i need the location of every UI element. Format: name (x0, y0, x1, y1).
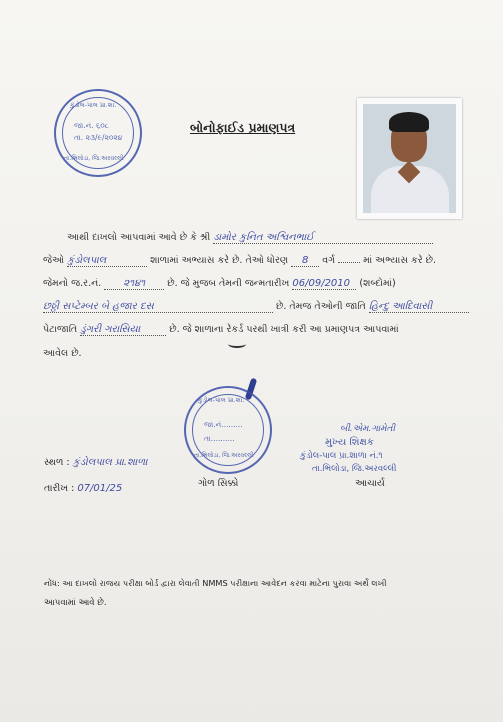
body-line-2: જેઓ કુંડોલપાલ શાળામાં અભ્યાસ કરે છે. તેઓ ધોરણ 8 વર્ગ માં અભ્યાસ કરે છે. (43, 255, 437, 266)
seal-top-line3: તા. ૨૩/૯/૨૦૨૪ (74, 133, 123, 142)
school-name: કુંડોલપાલ (67, 255, 107, 266)
body-line-5: પેટાજાતિ ડુંગરી ગરાસિયા છે. જે શાળાના રેકર્ડ પરથી ખાત્રી કરી આ પ્રમાણપત્ર આપવામાં (43, 324, 399, 335)
principal-stamp-line2: કુંડોલ-પાલ પ્રા.શાળા નં.૧ (300, 451, 383, 461)
seal-mid-line3: તા.......... (204, 434, 235, 443)
principal-stamp-line1: મુખ્ય શિક્ષક (325, 437, 374, 448)
pen-mark (228, 340, 246, 348)
principal-stamp-line3: તા.ભિલોડા, જિ.અરવલ્લી (312, 464, 397, 474)
date-row: તારીખ : 07/01/25 (44, 483, 123, 494)
seal-top-line4: તા.ભિલોડા, જિ.અરવલ્લી (64, 155, 124, 162)
body-line-3: જેમનો જ.ર.નં. ૨૧૪૧ છે. જે મુજબ તેમની જન્મતારીખ 06/09/2010 (શબ્દોમાં) (43, 278, 396, 289)
principal-signature: બી.એમ.ગામેતી (340, 424, 396, 434)
note-line-2: આપવામાં આવે છે. (44, 598, 107, 608)
standard: 8 (301, 255, 309, 266)
body-line-1: આથી દાખલો આપવામાં આવે છે કે શ્રી ડામોર કુનિત અશ્વિનભાઈ (67, 232, 433, 244)
school-seal-top (54, 89, 142, 177)
seal-mid-line2: જા.નં......... (204, 420, 243, 429)
place-row: સ્થળ : કુંડોલપાલ પ્રા.શાળા (44, 457, 148, 468)
seal-mid-line1: કુંડોલ-પાલ પ્રા.શા. (198, 396, 245, 404)
seal-top-line1: કુંડોલ-પાલ પ્રા.શા. (70, 101, 117, 109)
place-value: કુંડોલપાલ પ્રા.શાળા (72, 457, 148, 468)
date-value: 07/01/25 (77, 483, 123, 494)
body-line-6: આવેલ છે. (43, 348, 82, 359)
subcaste: ડુંગરી ગરાસિયા (80, 324, 141, 335)
certificate-title: બોનોફાઈડ પ્રમાણપત્ર (190, 120, 296, 135)
school-seal-round (184, 386, 272, 474)
dob-in-words: છઠ્ઠી સપ્ટેમ્બર બે હજાર દસ (43, 301, 154, 312)
body-line-4: છઠ્ઠી સપ્ટેમ્બર બે હજાર દસ છે. તેમજ તેઓની જાતિ હિન્દુ આદિવાસી (43, 301, 469, 313)
seal-top-line2: જા.નં. ૬૦૮ (74, 121, 109, 130)
principal-label: આચાર્ય (355, 478, 385, 489)
gr-number: ૨૧૪૧ (123, 278, 146, 289)
student-name: ડામોર કુનિત અશ્વિનભાઈ (213, 232, 314, 243)
date-of-birth: 06/09/2010 (292, 278, 351, 289)
note-line-1: નોંધ: આ દાખલો રાજય પરીક્ષા બોર્ડ દ્વારા લેવાતી NMMS પરીક્ષાના આવેદન કરવા માટેના પુરાવા અર્થે લખી (44, 578, 387, 588)
student-photo (357, 98, 462, 219)
seal-mid-line4: તા.ભિલોડા, જિ.અરવલ્લી (194, 452, 254, 459)
seal-label: ગોળ સિક્કો (198, 478, 239, 489)
caste: હિન્દુ આદિવાસી (368, 301, 433, 312)
